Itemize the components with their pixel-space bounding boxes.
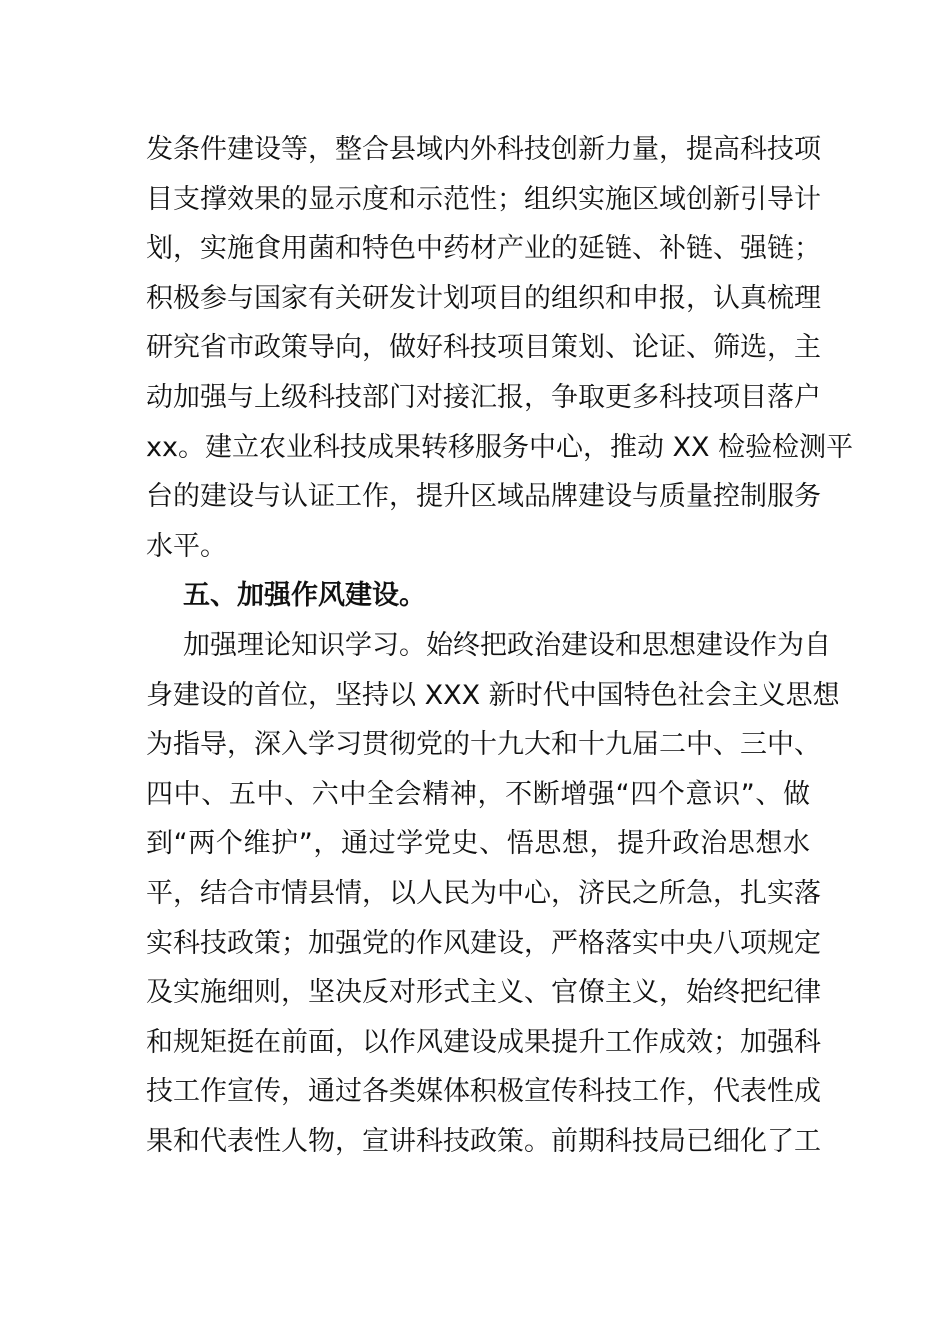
text-line: 实科技政策；加强党的作风建设，严格落实中央八项规定 [146, 927, 821, 959]
text-line: 水平。 [146, 530, 227, 562]
text-line: 目支撑效果的显示度和示范性；组织实施区域创新引导计 [146, 183, 821, 215]
section-heading: 五、加强作风建设。 [183, 580, 426, 612]
text-line: 平，结合市情县情，以人民为中心，济民之所急，扎实落 [146, 877, 821, 909]
text-line: 发条件建设等，整合县域内外科技创新力量，提高科技项 [146, 134, 821, 165]
text-line: 果和代表性人物，宣讲科技政策。前期科技局已细化了工 [146, 1125, 821, 1157]
paragraph-continued [146, 125, 854, 571]
text-line: 四中、五中、六中全会精神，不断增强“四个意识”、做 [146, 778, 810, 810]
text-line: 台的建设与认证工作，提升区域品牌建设与质量控制服务 [146, 481, 821, 513]
text-line: 加强理论知识学习。始终把政治建设和思想建设作为自 [183, 629, 831, 661]
text-line: 到“两个维护”，通过学党史、悟思想，提升政治思想水 [146, 828, 810, 860]
text-line: 为指导，深入学习贯彻党的十九大和十九届二中、三中、 [146, 729, 821, 761]
document-body [146, 125, 854, 1166]
text-line: 动加强与上级科技部门对接汇报，争取更多科技项目落户 [146, 381, 821, 413]
text-line: 技工作宣传，通过各类媒体积极宣传科技工作，代表性成 [146, 1076, 821, 1108]
text-line: 身建设的首位，坚持以 XXX 新时代中国特色社会主义思想 [146, 679, 840, 711]
text-line: xx。建立农业科技成果转移服务中心，推动 XX 检验检测平 [146, 431, 854, 463]
text-line: 及实施细则，坚决反对形式主义、官僚主义，始终把纪律 [146, 977, 821, 1009]
text-line: 研究省市政策导向，做好科技项目策划、论证、筛选，主 [146, 332, 821, 364]
text-line: 和规矩挺在前面，以作风建设成果提升工作成效；加强科 [146, 1026, 821, 1058]
paragraph [146, 621, 840, 1167]
text-line: 划，实施食用菌和特色中药材产业的延链、补链、强链； [146, 233, 821, 265]
text-line: 积极参与国家有关研发计划项目的组织和申报，认真梳理 [146, 282, 821, 314]
